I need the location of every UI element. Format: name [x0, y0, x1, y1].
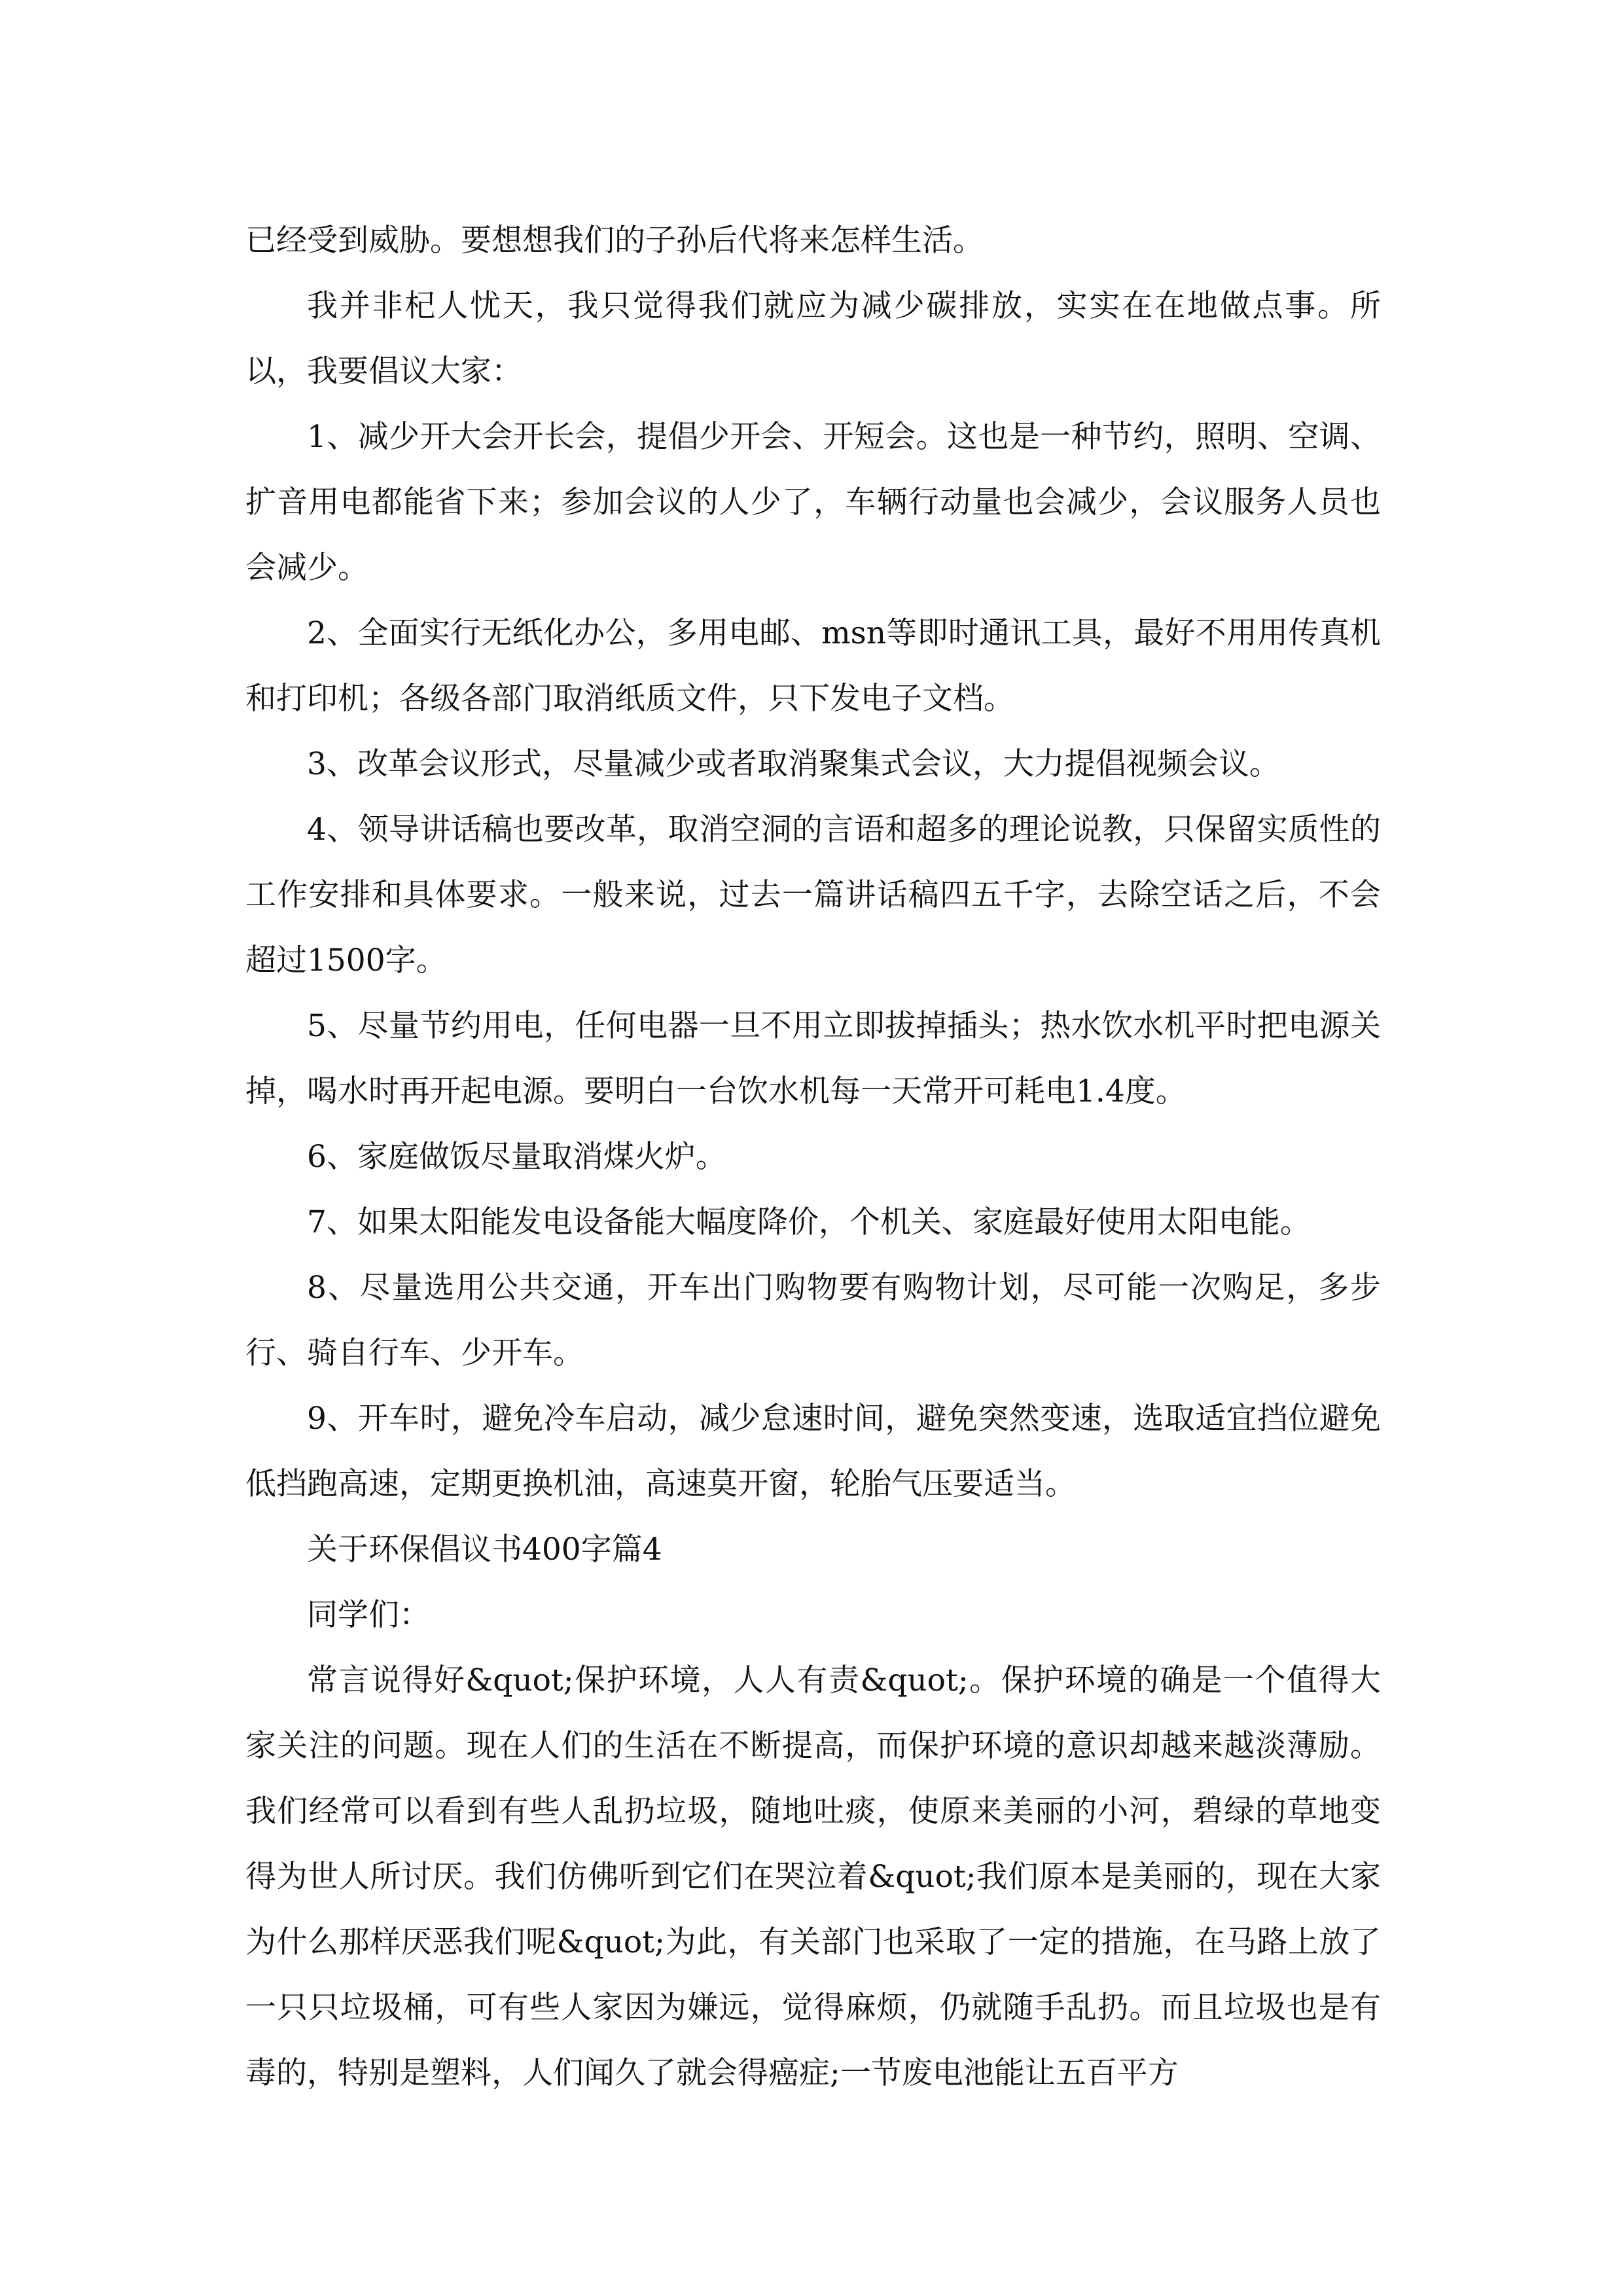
section-heading: 关于环保倡议书400字篇4 — [307, 1532, 662, 1568]
paragraph-item-3: 3、改革会议形式，尽量减少或者取消聚集式会议，大力提倡视频会议。 — [307, 746, 1280, 782]
paragraph-item-2: 2、全面实行无纸化办公，多用电邮、msn等即时通讯工具，最好不用用传真机和打印机；各级各部门取消纸质文件，只下发电子文档。 — [245, 615, 1381, 717]
paragraph-item-8: 8、尽量选用公共交通，开车出门购物要有购物计划，尽可能一次购足，多步行、骑自行车、少开车。 — [245, 1270, 1381, 1371]
paragraph-item-5: 5、尽量节约用电，任何电器一旦不用立即拔掉插头；热水饮水机平时把电源关掉，喝水时再开起电源。要明白一台饮水机每一天常开可耗电1.4度。 — [245, 1008, 1381, 1109]
paragraph-item-1: 1、减少开大会开长会，提倡少开会、开短会。这也是一种节约，照明、空调、扩音用电都能省下来；参加会议的人少了，车辆行动量也会减少，会议服务人员也会减少。 — [245, 419, 1381, 586]
paragraph-item-6: 6、家庭做饭尽量取消煤火炉。 — [307, 1139, 726, 1175]
salutation: 同学们： — [307, 1597, 430, 1633]
paragraph-item-7: 7、如果太阳能发电设备能大幅度降价，个机关、家庭最好使用太阳电能。 — [307, 1204, 1311, 1240]
paragraph-body: 常言说得好&quot;保护环境，人人有责&quot;。保护环境的确是一个值得大家关注的问题。现在人们的生活在不断提高，而保护环境的意识却越来越淡薄励。我们经常可以看到有些人乱扔垃圾，随地吐痰，使原来美丽的小河，碧绿的草地变得为世人所讨厌。我们仿佛听到它们在哭泣着&quot;我们原本是美丽的，现在大家为什么那样厌恶我们呢&quot;为此，有关部门也采取了一定的措施，在马路上放了一只只垃圾桶，可有些人家因为嫌远，觉得麻烦，仍就随手乱扔。而且垃圾也是有毒的，特别是塑料，人们闻久了就会得癌症;一节废电池能让五百平方 — [245, 1662, 1381, 2091]
paragraph-item-4: 4、领导讲话稿也要改革，取消空洞的言语和超多的理论说教，只保留实质性的工作安排和具体要求。一般来说，过去一篇讲话稿四五千字，去除空话之后，不会超过1500字。 — [245, 812, 1381, 978]
paragraph-continuation: 已经受到威胁。要想想我们的子孙后代将来怎样生活。 — [245, 223, 984, 259]
paragraph-item-9: 9、开车时，避免冷车启动，减少怠速时间，避免突然变速，选取适宜挡位避免低挡跑高速，定期更换机油，高速莫开窗，轮胎气压要适当。 — [245, 1401, 1381, 1502]
paragraph-intro: 我并非杞人忧天，我只觉得我们就应为减少碳排放，实实在在地做点事。所以，我要倡议大家： — [245, 288, 1381, 389]
document-body — [245, 208, 1381, 2106]
